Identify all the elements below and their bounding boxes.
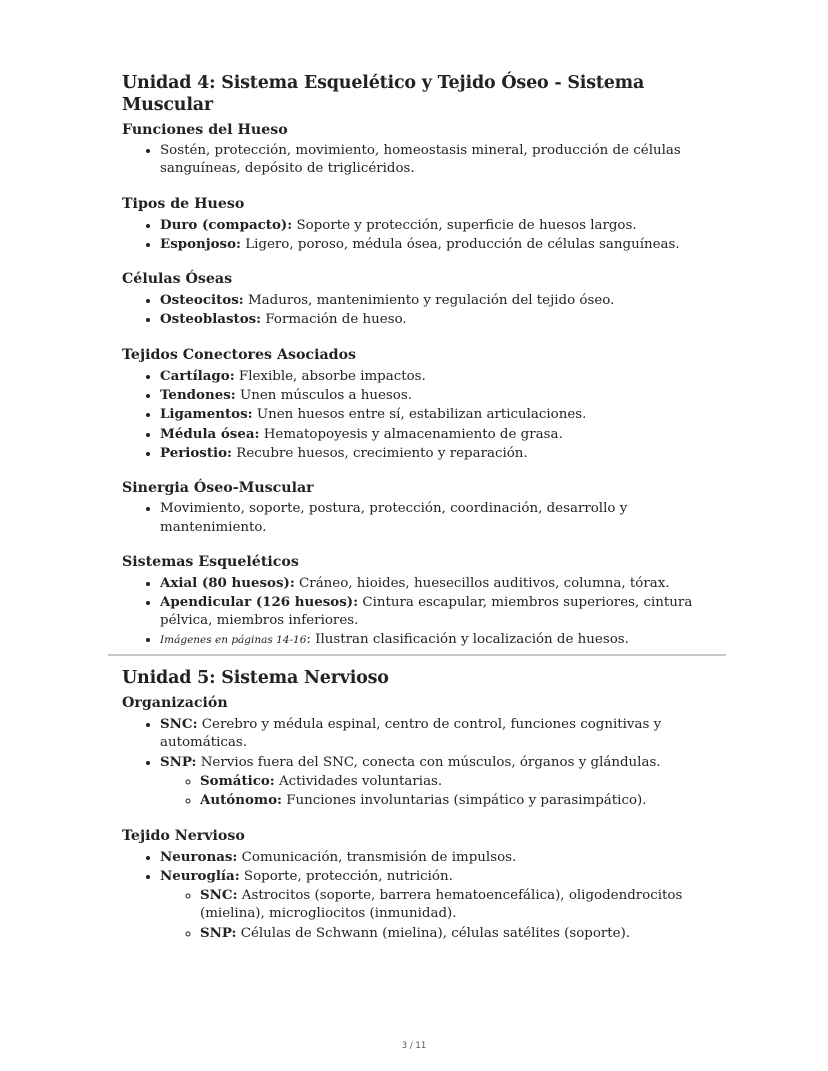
list-item: • Axial (80 huesos): Cráneo, hioides, huesecillos auditivos, columna, tórax. <box>160 574 712 593</box>
sinergia-section <box>122 479 712 537</box>
list-item: • Periostio: Recubre huesos, crecimiento y reparación. <box>160 444 712 463</box>
list-item: • Esponjoso: Ligero, poroso, médula ósea, producción de células sanguíneas. <box>160 235 712 254</box>
list-item: ◦ Somático: Actividades voluntarias. <box>200 772 712 791</box>
list-item: • Neuronas: Comunicación, transmisión de impulsos. <box>160 848 712 867</box>
tejidos-section <box>122 346 712 463</box>
list-item: ◦ SNC: Astrocitos (soporte, barrera hematoencefálica), oligodendrocitos (mielina), microgliocitos (inmunidad). <box>200 886 712 924</box>
image-note: Imágenes en páginas 14-16 <box>160 633 307 646</box>
section-divider <box>108 654 726 656</box>
list-item: • Osteoblastos: Formación de hueso. <box>160 310 712 329</box>
tipos-section <box>122 195 712 255</box>
funciones-heading: Funciones del Hueso <box>122 122 288 138</box>
unit5-title: Unidad 5: Sistema Nervioso <box>122 668 389 689</box>
list-item: • SNP: Nervios fuera del SNC, conecta con músculos, órganos y glándulas. ◦ Somático: Actividades voluntarias. ◦ Autónomo: Funciones involuntarias (simpático y parasimpático). <box>160 753 712 811</box>
organizacion-section <box>122 694 712 810</box>
page-number: 3 / 11 <box>401 1041 427 1051</box>
list-item: • Sostén, protección, movimiento, homeostasis mineral, producción de células sanguíneas, depósito de triglicéridos. <box>160 142 712 179</box>
organizacion-heading: Organización <box>122 695 228 712</box>
tejidos-heading: Tejidos Conectores Asociados <box>122 346 357 363</box>
list-item: • Duro (compacto): Soporte y protección, superficie de huesos largos. <box>160 216 712 235</box>
list-item: • Imágenes en páginas 14-16: Ilustran clasificación y localización de huesos. <box>160 631 712 649</box>
sistemas-section <box>122 553 712 649</box>
tejido-nervioso-section <box>122 827 712 943</box>
sinergia-heading: Sinergia Óseo-Muscular <box>122 480 314 497</box>
list-item: • Ligamentos: Unen huesos entre sí, estabilizan articulaciones. <box>160 405 712 424</box>
list-item: • Cartílago: Flexible, absorbe impactos. <box>160 367 712 386</box>
list-item: • Apendicular (126 huesos): Cintura escapular, miembros superiores, cintura pélvica, miembros inferiores. <box>160 593 712 631</box>
list-item: • SNC: Cerebro y médula espinal, centro de control, funciones cognitivas y automáticas. <box>160 715 712 753</box>
list-item: • Osteocitos: Maduros, mantenimiento y regulación del tejido óseo. <box>160 291 712 310</box>
celulas-section <box>122 270 712 330</box>
list-item: • Movimiento, soporte, postura, protección, coordinación, desarrollo y mantenimiento. <box>160 500 712 537</box>
list-item: ◦ SNP: Células de Schwann (mielina), células satélites (soporte). <box>200 924 712 943</box>
celulas-heading: Células Óseas <box>122 271 233 288</box>
funciones-section <box>122 121 712 179</box>
tejido-nervioso-heading: Tejido Nervioso <box>122 827 245 844</box>
document-page <box>122 72 712 943</box>
sistemas-heading: Sistemas Esqueléticos <box>122 553 299 570</box>
tipos-heading: Tipos de Hueso <box>122 195 245 212</box>
unit4-title: Unidad 4: Sistema Esquelético y Tejido Óseo - Sistema Muscular <box>122 73 645 115</box>
list-item: • Tendones: Unen músculos a huesos. <box>160 386 712 405</box>
list-item: ◦ Autónomo: Funciones involuntarias (simpático y parasimpático). <box>200 791 712 810</box>
list-item: • Neuroglía: Soporte, protección, nutrición. ◦ SNC: Astrocitos (soporte, barrera hematoencefálica), oligodendrocitos (mielina), microgliocitos (inmunidad). ◦ SNP: Células de Schwann (mielina), células satélites (soporte). <box>160 867 712 943</box>
list-item: • Médula ósea: Hematopoyesis y almacenamiento de grasa. <box>160 425 712 444</box>
